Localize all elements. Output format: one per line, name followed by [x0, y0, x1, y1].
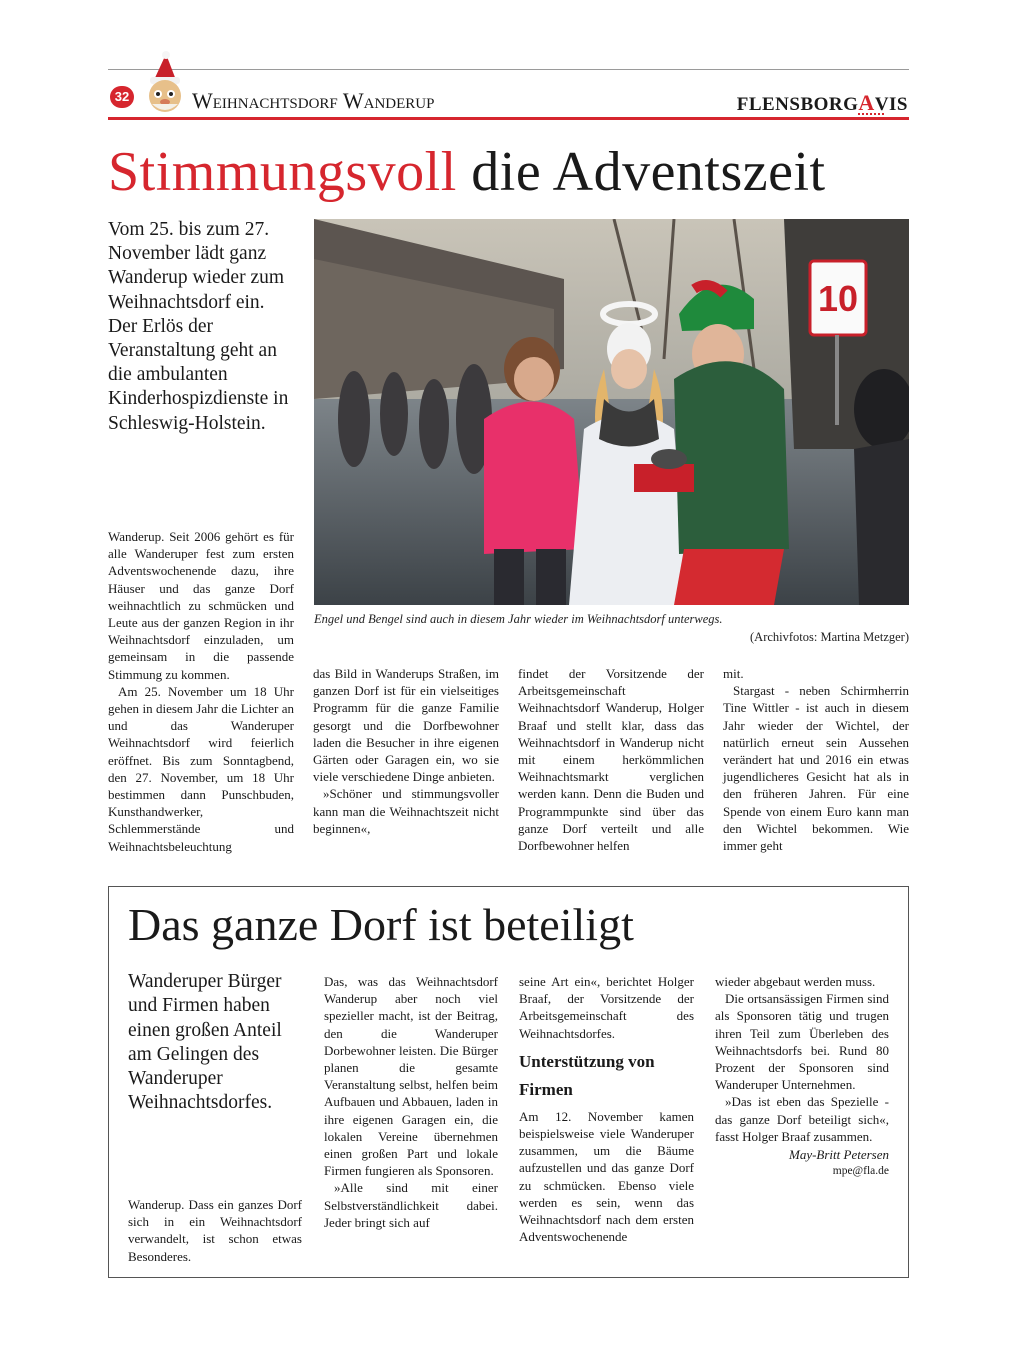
- author-name: May-Britt Petersen: [789, 1147, 889, 1163]
- box-subheading: Unterstützung von Firmen: [519, 1051, 655, 1099]
- header-red-rule: [108, 117, 909, 120]
- box-column-1: [128, 1196, 302, 1265]
- box-lead: Wanderuper Bürger und Firmen haben einen großen Anteil am Gelingen des Wanderuper Weihnachtsdorfes.: [128, 971, 282, 1114]
- paragraph: mit.: [723, 666, 744, 681]
- article-photo: [314, 219, 909, 605]
- article-column-2: [313, 665, 499, 837]
- page-headline: Stimmungsvoll die Adventszeit: [108, 141, 826, 203]
- page-number-badge: 32: [110, 86, 134, 108]
- paragraph: findet der Vorsitzende der Arbeitsgemeinschaft Weihnachtsdorf Wanderup, Holger Braaf und stellt klar, dass das Weihnachtsdorf in Wanderup nicht mit einem herkömmlichen Weihnachtsmarkt verglichen werden kann. Denn die Buden und Programmpunkte sind über das ganze Dorf verteilt und alle Dorfbewohner helfen: [518, 666, 704, 854]
- photo-illustration: [314, 219, 909, 605]
- author-email[interactable]: mpe@fla.de: [832, 1165, 889, 1178]
- photo-sign-number: 10: [817, 278, 859, 319]
- box-headline: Das ganze Dorf ist beteiligt: [128, 899, 634, 950]
- article-column-3: [518, 665, 704, 854]
- photo-credit: (Archivfotos: Martina Metzger): [750, 630, 909, 644]
- paragraph: das Bild in Wanderups Straßen, im ganzen Dorf ist für ein vielseitiges Programm für die ganze Familie gesorgt und die Dorfbewohner laden die Besucher in ihre eigenen Gärten oder Garagen ein, wo sie viele verschiedene Dinge anbieten.: [313, 666, 499, 785]
- santa-mascot-icon: [136, 50, 192, 116]
- newspaper-logo: FLENSBORGAVIS: [736, 90, 908, 115]
- section-title: Weihnachtsdorf Wanderup: [192, 88, 435, 113]
- article-column-1: [108, 528, 294, 855]
- paragraph: wieder abgebaut werden muss.: [715, 974, 876, 989]
- box-column-4: [715, 973, 889, 1180]
- paragraph: Das, was das Weihnachtsdorf Wanderup aber noch viel spezieller macht, ist der Beitrag, den die Wanderuper Dorbewohner leisten. Die Bürger planen die gesamte Veranstaltung selbst, helfen beim Aufbauen und Abbauen, laden in ihre eigenen Garagen ein, die lokalen Vereine übernehmen einen großen Part und lokale Firmen fungieren als Sponsoren.: [324, 974, 498, 1179]
- paragraph: Am 12. November kamen beispielsweise viele Wanderuper zusammen, um die Bäume aufzustellen und das ganze Dorf zu schmücken. Ebenso viele werden es sein, wenn das Weihnachtsdorf nach dem ersten Adventswochenende: [519, 1108, 694, 1245]
- paragraph: Die ortsansässigen Firmen sind als Sponsoren tätig und trugen ihren Teil zum Überleben des Weihnachtsdorfs bei. Rund 80 Prozent der Sponsoren sind Wanderuper Unternehmen.: [715, 991, 889, 1093]
- paragraph: seine Art ein«, berichtet Holger Braaf, der Vorsitzende der Arbeitsgemeinschaft des Weihnachtsdorfes.: [519, 974, 694, 1041]
- box-column-3: [519, 973, 694, 1245]
- paragraph: »Alle sind mit einer Selbstverständlichkeit dabei. Jeder bringt sich auf: [324, 1180, 498, 1230]
- article-lead: Vom 25. bis zum 27. November lädt ganz Wanderup wieder zum Weihnachtsdorf ein. Der Erlös der Veranstaltung geht an die ambulanten Kinderhospizdienste in Schleswig-Holstein.: [108, 219, 289, 434]
- paragraph: Am 25. November um 18 Uhr gehen in diesem Jahr die Lichter an und das Wanderuper Weihnachtsdorf wird feierlich eröffnet. Bis zum Sonntagbend, den 27. November, um 18 Uhr bestimmen dann Punschbuden, Kunsthandwerker, Schlemmerstände und Weihnachtsbeleuchtung: [108, 683, 294, 854]
- logo-dots: [858, 113, 884, 116]
- paragraph: »Schöner und stimmungsvoller kann man die Weihnachtszeit nicht beginnen«,: [313, 786, 499, 836]
- paragraph: Stargast - neben Schirmherrin Tine Wittler - ist auch in diesem Jahr wieder der Wichtel, der natürlich erneut sein Aussehen verändert hat und 2016 ein etwas jugendlicheres Gesicht hat als in den früheren Jahren. Für eine Spende von einem Euro kann man den Wichtel bekommen. Wie immer geht: [723, 683, 909, 854]
- header-top-rule: [108, 69, 909, 70]
- article-column-4: [723, 665, 909, 854]
- box-column-2: [324, 973, 498, 1231]
- photo-caption: Engel und Bengel sind auch in diesem Jahr wieder im Weihnachtsdorf unterwegs.: [314, 612, 723, 626]
- paragraph: Wanderup. Dass ein ganzes Dorf sich in ein Weihnachtsdorf verwandelt, ist schon etwas Besonderes.: [128, 1197, 302, 1264]
- paragraph: »Das ist eben das Spezielle - das ganze Dorf beteiligt sich«, fasst Holger Braaf zusammen.: [715, 1094, 889, 1144]
- paragraph: Wanderup. Seit 2006 gehört es für alle Wanderuper fest zum ersten Adventswochenende dazu, ihre Häuser und das ganze Dorf weihnachtlich zu schmücken und Leute aus der ganzen Region in ihr Weihnachtsdorf einzuladen, um gemeinsam in die passende Stimmung zu kommen.: [108, 529, 294, 682]
